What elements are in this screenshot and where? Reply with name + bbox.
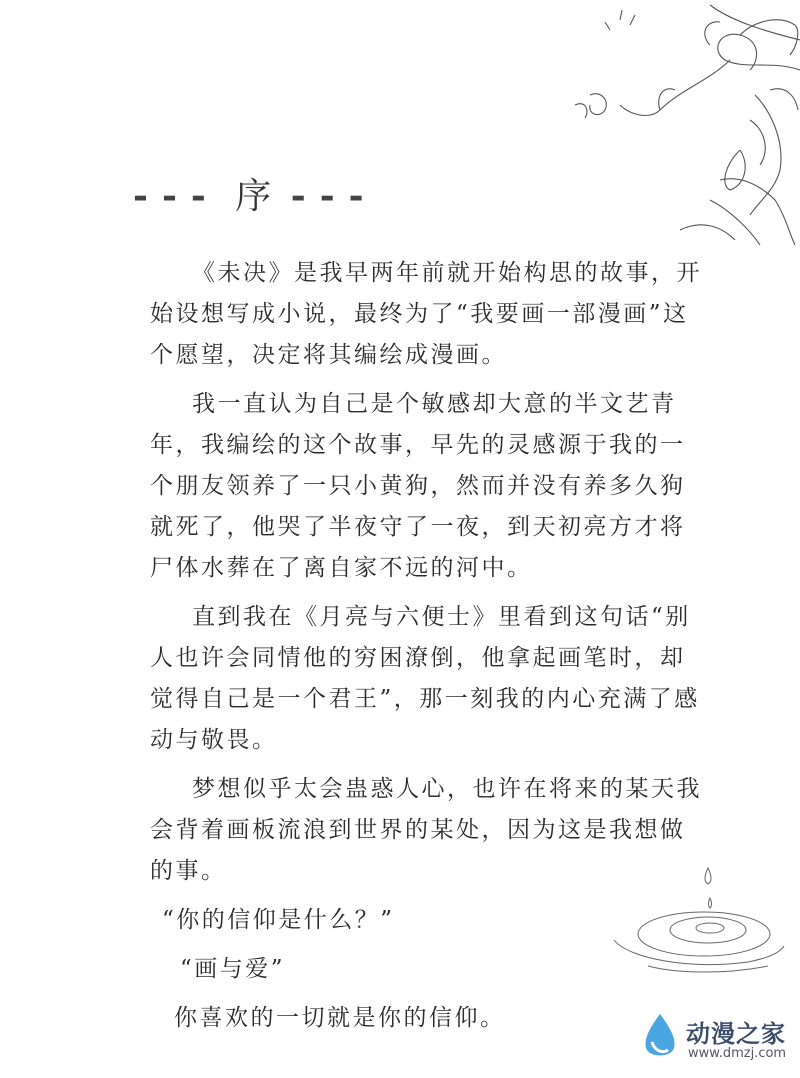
heading-dashes-left: --- xyxy=(133,175,220,217)
closing-line: 你喜欢的一切就是你的信仰。 xyxy=(174,1005,506,1031)
water-drop-illustration xyxy=(608,858,788,978)
watermark-url: www.dmzj.com xyxy=(688,1046,787,1061)
paragraph-4: 梦想似乎太会蛊惑人心，也许在将来的某天我会背着画板流浪到世界的某处，因为这是我想做的事。 xyxy=(150,776,702,884)
watermark xyxy=(640,1010,800,1070)
paragraph-1: 《未决》是我早两年前就开始构思的故事，开始设想写成小说，最终为了“我要画一部漫画”这个愿望，决定将其编绘成漫画。 xyxy=(150,260,702,368)
heading-title: 序 xyxy=(235,176,276,217)
paragraph-2: 我一直认为自己是个敏感却大意的半文艺青年，我编绘的这个故事，早先的灵感源于我的一个朋友领养了一只小黄狗，然而并没有养多久狗就死了，他哭了半夜守了一夜，到天初亮方才将尸体水葬在了离自家不远的河中。 xyxy=(150,391,686,581)
watermark-name: 动漫之家 xyxy=(686,1020,786,1048)
flower-illustration xyxy=(560,0,800,250)
paragraph-3: 直到我在《月亮与六便士》里看到这句话“别人也许会同情他的穷困潦倒，他拿起画笔时，却觉得自己是一个君王”，那一刻我的内心充满了感动与敬畏。 xyxy=(150,604,700,753)
quote-question: “你的信仰是什么？” xyxy=(162,907,395,933)
heading-dashes-right: --- xyxy=(290,175,378,217)
quote-answer: “画与爱” xyxy=(180,956,286,982)
drop-logo-icon xyxy=(640,1012,680,1062)
preface-heading xyxy=(133,168,378,219)
